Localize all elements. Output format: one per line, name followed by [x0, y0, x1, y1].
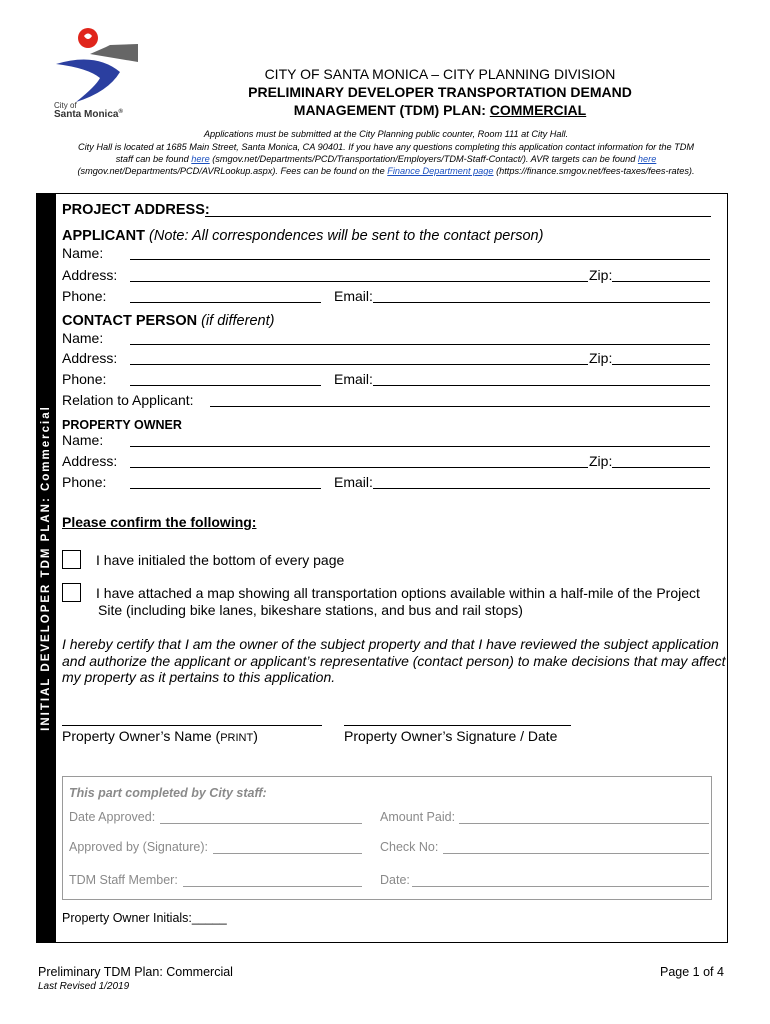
logo-text-santa-monica [54, 109, 123, 120]
contact-name-field[interactable] [130, 344, 710, 345]
initialed-pages-text: I have initialed the bottom of every page [96, 552, 345, 568]
header-division: CITY OF SANTA MONICA – CITY PLANNING DIVISION [264, 66, 616, 82]
contact-email-field[interactable] [373, 385, 710, 386]
relation-to-applicant-field[interactable] [210, 406, 710, 407]
applicant-heading [62, 228, 543, 244]
project-address-label: PROJECT ADDRESS: [62, 202, 210, 218]
applicant-heading-text: APPLICANT [62, 228, 145, 244]
info-text: (smgov.net/Departments/PCD/AVRLookup.aspx). Fees can be found on the [77, 166, 388, 176]
logo-text-city-of: City of [54, 101, 77, 110]
owner-zip-field[interactable] [612, 467, 710, 468]
contact-note: (if different) [197, 313, 275, 329]
footer-last-revised: Last Revised 1/2019 [38, 981, 130, 992]
applicant-zip-label: Zip: [589, 267, 613, 283]
owner-name-label: Name: [62, 432, 104, 448]
staff-date-label: Date: [380, 873, 410, 887]
attached-map-checkbox[interactable] [62, 583, 81, 602]
sidebar-text: INITIAL DEVELOPER TDM PLAN: Commercial [40, 405, 52, 731]
info-text: (smgov.net/Departments/PCD/Transportation/Employers/TDM-Staff-Contact/). AVR targets can be found [209, 154, 638, 164]
applicant-phone-field[interactable] [130, 302, 321, 303]
header-title-prefix: MANAGEMENT (TDM) PLAN: [293, 102, 490, 118]
owner-initials-field[interactable]: _____ [191, 911, 227, 925]
owner-initials-text: Property Owner Initials: [62, 911, 192, 925]
contact-phone-field[interactable] [130, 385, 321, 386]
owner-signature-label: Property Owner’s Signature / Date [344, 728, 558, 744]
check-no-label: Check No: [380, 840, 439, 854]
approved-by-label: Approved by (Signature): [69, 840, 208, 854]
contact-address-field[interactable] [130, 364, 588, 365]
applicant-address-field[interactable] [130, 281, 588, 282]
applicant-zip-field[interactable] [612, 281, 710, 282]
confirm-heading: Please confirm the following: [62, 514, 257, 530]
owner-phone-label: Phone: [62, 474, 107, 490]
owner-email-field[interactable] [373, 488, 710, 489]
owner-name-print-field[interactable] [62, 725, 322, 726]
info-text: staff can be found [115, 154, 192, 164]
project-address-field[interactable] [205, 216, 711, 217]
relation-to-applicant-label: Relation to Applicant: [62, 392, 194, 408]
property-owner-heading: PROPERTY OWNER [62, 418, 182, 432]
applicant-email-field[interactable] [373, 302, 710, 303]
form-frame-bottom-border [36, 942, 728, 943]
contact-person-heading [62, 313, 274, 329]
staff-date-field[interactable] [412, 886, 709, 887]
certify-line-1: I hereby certify that I am the owner of the subject property and that I have reviewed the subject application [62, 636, 719, 652]
owner-phone-field[interactable] [130, 488, 321, 489]
owner-address-field[interactable] [130, 467, 588, 468]
check-no-field[interactable] [443, 853, 709, 854]
form-frame-top-border [36, 193, 728, 194]
applicant-phone-label: Phone: [62, 288, 107, 304]
owner-email-label: Email: [334, 474, 373, 490]
owner-signature-field[interactable] [344, 725, 571, 726]
header-title-line2 [160, 102, 720, 119]
tdm-staff-link[interactable]: here [191, 154, 210, 164]
attached-map-text-line1: I have attached a map showing all transportation options available within a half-mile of the Project [96, 585, 700, 601]
applicant-name-field[interactable] [130, 259, 710, 260]
owner-name-field[interactable] [130, 446, 710, 447]
owner-name-print-label [62, 728, 258, 746]
info-line-1: Applications must be submitted at the City Planning public counter, Room 111 at City Hall. [203, 129, 569, 139]
owner-name-print-paren: ) [253, 728, 258, 744]
applicant-note: (Note: All correspondences will be sent to the contact person) [144, 228, 544, 244]
date-approved-label: Date Approved: [69, 810, 156, 824]
contact-name-label: Name: [62, 330, 104, 346]
form-frame-right-border [727, 193, 728, 943]
info-line-4 [36, 165, 736, 178]
contact-heading-text: CONTACT PERSON [62, 313, 198, 329]
contact-address-label: Address: [62, 350, 118, 366]
header-title-commercial: COMMERCIAL [489, 102, 587, 118]
approved-by-field[interactable] [213, 853, 362, 854]
certify-line-3: my property as it pertains to this application. [62, 669, 336, 685]
tdm-staff-member-label: TDM Staff Member: [69, 873, 178, 887]
header-title-line1: PRELIMINARY DEVELOPER TRANSPORTATION DEMAND [248, 84, 632, 100]
certify-line-2: and authorize the applicant or applicant’s representative (contact person) to make decisions that may affect [62, 653, 726, 669]
info-line-3 [36, 153, 736, 166]
footer-page-number: Page 1 of 4 [660, 965, 724, 979]
applicant-name-label: Name: [62, 245, 104, 261]
date-approved-field[interactable] [160, 823, 362, 824]
finance-department-link[interactable]: Finance Department page [387, 166, 494, 176]
tdm-staff-member-field[interactable] [183, 886, 362, 887]
amount-paid-label: Amount Paid: [380, 810, 456, 824]
avr-targets-link[interactable]: here [637, 154, 657, 164]
owner-name-print-text: Property Owner’s Name ( [62, 728, 221, 744]
footer-title: Preliminary TDM Plan: Commercial [38, 965, 233, 979]
owner-address-label: Address: [62, 453, 118, 469]
contact-zip-field[interactable] [612, 364, 710, 365]
logo-trademark: ® [118, 109, 123, 115]
initialed-pages-checkbox[interactable] [62, 550, 81, 569]
amount-paid-field[interactable] [459, 823, 709, 824]
contact-zip-label: Zip: [589, 350, 613, 366]
applicant-email-label: Email: [334, 288, 373, 304]
city-staff-heading: This part completed by City staff: [69, 786, 267, 800]
contact-phone-label: Phone: [62, 371, 107, 387]
applicant-address-label: Address: [62, 267, 118, 283]
contact-email-label: Email: [334, 371, 373, 387]
owner-name-print-caps: PRINT [220, 732, 254, 744]
attached-map-text-line2: Site (including bike lanes, bikeshare stations, and bus and rail stops) [98, 602, 523, 618]
city-logo [52, 26, 162, 122]
logo-name: Santa Monica [54, 109, 119, 120]
owner-zip-label: Zip: [589, 453, 613, 469]
owner-initials-label [62, 910, 227, 926]
info-line-2: City Hall is located at 1685 Main Street, Santa Monica, CA 90401. If you have any questions completing this application contact information for the TDM [77, 142, 695, 152]
info-text: (https://finance.smgov.net/fees-taxes/fees-rates). [493, 166, 695, 176]
